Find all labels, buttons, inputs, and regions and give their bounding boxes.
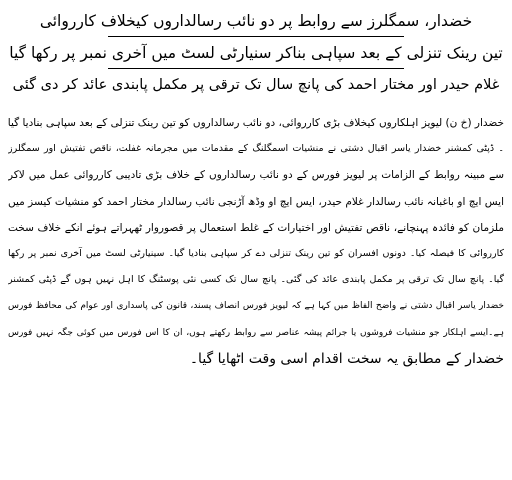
- body-line: سے مبینہ روابط کے الزامات پر لیویز فورس کے دو نائب رسالداروں کے خلاف بڑی تادیبی کارروائی عمل میں لاکر: [8, 169, 504, 182]
- body-line: کارروائی کا فیصلہ کیا۔ دونوں افسران کو تین رینک تنزلی دے کر سپاہی بنادیا گیا۔ سینیارٹی لسٹ میں آخری نمبر پر رکھا: [8, 247, 504, 259]
- body-line: گیا۔ پانچ سال تک ترقی پر مکمل پابندی عائد کی گئی۔ پانچ سال تک کسی نئی پوسٹنگ کا اہل نہیں ہوں گے ڈپٹی کمشنر: [8, 274, 504, 286]
- body-line: ملزمان کو فائدہ پہنچانے، ناقص تفتیش اور اختیارات کے غلط استعمال پر قصوروار ٹھہراتے ہوئے انکے خلاف سخت: [8, 221, 504, 234]
- headline-divider: [108, 68, 404, 69]
- headline-sub-1: تین رینک تنزلی کے بعد سپاہی بناکر سنیارٹی لسٹ میں آخری نمبر پر رکھا گیا: [9, 44, 503, 62]
- body-line: خضدار یاسر اقبال دشتی نے واضح الفاظ میں کہا ہے کہ لیویز فورس انصاف پسند، قانون کی پاسداری اور عوام کی محافظ فورس: [8, 301, 504, 312]
- body-line: خضدار کے مطابق یہ سخت اقدام اسی وقت اٹھایا گیا۔: [189, 350, 504, 367]
- body-line: ایس ایچ او باغبانہ نائب رسالدار غلام حیدر، ایس ایچ او وڈھ آڑنجی نائب رسالدار مختار احمد کو منشیات کیسز میں: [8, 195, 504, 208]
- headline-main: خضدار، سمگلرز سے روابط پر دو نائب رسالداروں کیخلاف کارروائی: [39, 12, 473, 30]
- headline-divider: [108, 36, 404, 37]
- body-line: خضدار (خ ن) لیویز اہلکاروں کیخلاف بڑی کارروائی، دو نائب رسالداروں کو تین رینک تنزلی کے بعد سپاہی بنادیا گیا: [8, 117, 504, 129]
- headline-sub-2: غلام حیدر اور مختار احمد کی پانچ سال تک ترقی پر مکمل پابندی عائد کر دی گئی: [12, 77, 500, 93]
- article-body: [8, 110, 504, 372]
- body-line: ہے۔ایسے اہلکار جو منشیات فروشوں یا جرائم پیشہ عناصر سے روابط رکھتے ہوں، ان کا اس فورس میں کوئی جگہ نہیں فورس: [8, 327, 504, 338]
- body-line: ۔ ڈپٹی کمشنر خضدار یاسر اقبال دشتی نے منشیات اسمگلنگ کے مقدمات میں مجرمانہ غفلت، ناقص تفتیش اور سمگلرز: [8, 143, 504, 155]
